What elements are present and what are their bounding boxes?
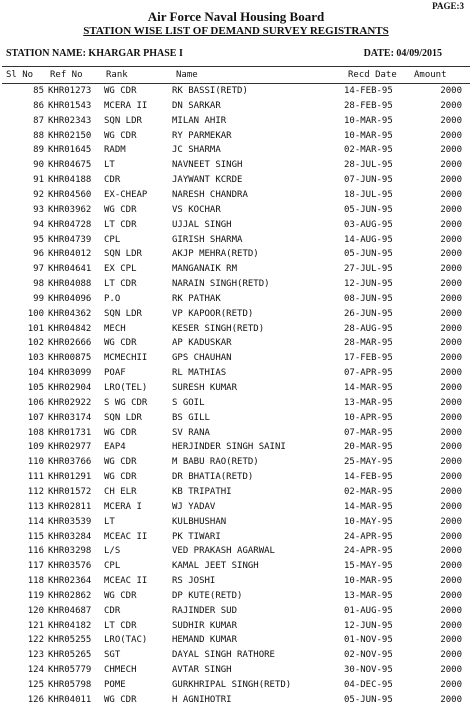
row-amount: 2000 (440, 86, 462, 96)
row-recd-date: 05-JUN-95 (344, 204, 393, 215)
row-ref-no: KHR02977 (48, 442, 92, 453)
row-ref-no: KHR01731 (48, 427, 92, 438)
row-name: NAVNEET SINGH (172, 160, 243, 171)
row-amount: 2000 (440, 279, 462, 290)
row-ref-no: KHR02343 (48, 115, 92, 126)
row-recd-date: 27-JUL-95 (344, 264, 393, 275)
row-sl-no: 124 (27, 665, 44, 676)
row-rank: MECH (104, 323, 126, 334)
row-rank: MCERA I (104, 501, 142, 512)
row-amount: 2000 (440, 680, 462, 690)
row-name: RL MATHIAS (172, 368, 227, 379)
row-name: PK TIWARI (172, 531, 221, 542)
row-name: SUDHIR KUMAR (172, 620, 238, 631)
row-name: AVTAR SINGH (172, 665, 232, 676)
row-ref-no: KHR01543 (48, 100, 92, 111)
row-recd-date: 14-MAR-95 (344, 501, 393, 512)
row-amount: 2000 (440, 486, 462, 497)
row-amount: 2000 (440, 635, 462, 646)
row-recd-date: 02-NOV-95 (344, 650, 393, 661)
row-recd-date: 26-JUN-95 (344, 308, 393, 319)
row-recd-date: 14-FEB-95 (344, 86, 393, 96)
document-subtitle: STATION WISE LIST OF DEMAND SURVEY REGISTRANTS (83, 25, 389, 37)
row-ref-no: KHR04675 (48, 160, 92, 171)
row-ref-no: KHR04739 (48, 234, 92, 245)
row-rank: WG CDR (104, 694, 137, 705)
row-name: HERJINDER SINGH SAINI (172, 442, 286, 453)
row-sl-no: 107 (27, 412, 44, 423)
row-sl-no: 92 (33, 189, 44, 200)
row-amount: 2000 (440, 576, 462, 587)
row-amount: 2000 (440, 338, 462, 349)
row-rank: CHMECH (104, 665, 137, 676)
row-name: KULBHUSHAN (172, 516, 227, 527)
row-recd-date: 10-MAR-95 (344, 115, 393, 126)
row-name: KESER SINGH(RETD) (172, 323, 265, 334)
row-amount: 2000 (440, 368, 462, 379)
row-recd-date: 01-AUG-95 (344, 605, 393, 616)
row-ref-no: KHR05779 (48, 665, 92, 676)
row-name: RAJINDER SUD (172, 605, 238, 616)
row-ref-no: KHR04842 (48, 323, 92, 334)
row-sl-no: 116 (27, 546, 44, 557)
row-amount: 2000 (440, 605, 462, 616)
row-recd-date: 10-MAR-95 (344, 576, 393, 587)
row-name: MANGANAIK RM (172, 264, 238, 275)
header-rule-top (2, 66, 470, 67)
row-recd-date: 28-MAR-95 (344, 338, 393, 349)
row-recd-date: 07-MAR-95 (344, 427, 393, 438)
row-amount: 2000 (440, 472, 462, 483)
row-sl-no: 95 (33, 234, 44, 245)
document-title: Air Force Naval Housing Board (147, 9, 325, 24)
row-amount: 2000 (440, 412, 462, 423)
row-name: RK BASSI(RETD) (172, 86, 248, 96)
row-rank: SQN LDR (104, 412, 142, 423)
row-name: JC SHARMA (172, 145, 221, 156)
row-name: DR BHATIA(RETD) (172, 472, 254, 483)
row-ref-no: KHR03962 (48, 204, 92, 215)
row-name: BS GILL (172, 412, 210, 423)
row-rank: RADM (104, 145, 126, 156)
row-recd-date: 25-MAY-95 (344, 457, 393, 468)
row-ref-no: KHR04096 (48, 293, 92, 304)
row-name: SV RANA (172, 427, 210, 438)
row-name: DAYAL SINGH RATHORE (172, 650, 275, 661)
row-ref-no: KHR02862 (48, 590, 92, 601)
row-recd-date: 03-AUG-95 (344, 219, 393, 230)
row-rank: SQN LDR (104, 249, 142, 260)
row-sl-no: 110 (27, 457, 44, 468)
row-recd-date: 13-MAR-95 (344, 397, 393, 408)
row-name: RY PARMEKAR (172, 130, 232, 141)
row-amount: 2000 (440, 264, 462, 275)
row-amount: 2000 (440, 546, 462, 557)
row-sl-no: 123 (27, 650, 44, 661)
row-sl-no: 91 (33, 175, 44, 186)
row-ref-no: KHR05265 (48, 650, 92, 661)
row-name: DP KUTE(RETD) (172, 590, 243, 601)
row-recd-date: 05-JUN-95 (344, 694, 393, 705)
row-sl-no: 109 (27, 442, 44, 453)
row-sl-no: 112 (27, 486, 44, 497)
row-rank: MCERA II (104, 100, 148, 111)
row-rank: WG CDR (104, 590, 137, 601)
row-ref-no: KHR00875 (48, 353, 92, 364)
row-ref-no: KHR04188 (48, 175, 92, 186)
row-ref-no: KHR04641 (48, 264, 92, 275)
row-recd-date: 10-APR-95 (344, 412, 393, 423)
row-ref-no: KHR03284 (48, 531, 92, 542)
row-sl-no: 102 (27, 338, 44, 349)
row-name: WJ YADAV (172, 501, 216, 512)
row-ref-no: KHR04088 (48, 279, 92, 290)
row-rank: CPL (104, 561, 121, 572)
row-recd-date: 05-JUN-95 (344, 249, 393, 260)
row-ref-no: KHR04728 (48, 219, 92, 230)
row-sl-no: 89 (33, 145, 44, 156)
row-recd-date: 30-NOV-95 (344, 665, 393, 676)
row-ref-no: KHR04182 (48, 620, 92, 631)
row-name: NARAIN SINGH(RETD) (172, 279, 270, 290)
column-header-name: Name (176, 70, 198, 80)
row-recd-date: 28-FEB-95 (344, 100, 393, 111)
row-recd-date: 12-JUN-95 (344, 620, 393, 631)
row-amount: 2000 (440, 249, 462, 260)
row-rank: WG CDR (104, 204, 137, 215)
row-ref-no: KHR02904 (48, 383, 92, 393)
row-recd-date: 12-JUN-95 (344, 279, 393, 290)
row-recd-date: 10-MAY-95 (344, 516, 393, 527)
row-sl-no: 111 (27, 472, 44, 483)
row-ref-no: KHR02666 (48, 338, 92, 349)
page-number: PAGE:3 (432, 1, 464, 11)
row-rank: LT CDR (104, 620, 137, 631)
row-recd-date: 18-JUL-95 (344, 189, 393, 200)
row-name: KB TRIPATHI (172, 486, 232, 497)
row-rank: WG CDR (104, 457, 137, 468)
row-rank: SQN LDR (104, 115, 142, 126)
row-recd-date: 01-NOV-95 (344, 635, 393, 646)
row-sl-no: 105 (27, 383, 44, 393)
row-sl-no: 114 (27, 516, 44, 527)
row-sl-no: 126 (27, 694, 44, 705)
row-sl-no: 85 (33, 86, 44, 96)
row-rank: CH ELR (104, 486, 137, 497)
row-rank: LT (104, 160, 115, 171)
row-sl-no: 118 (27, 576, 44, 587)
row-amount: 2000 (440, 397, 462, 408)
row-name: JAYWANT KCRDE (172, 175, 243, 186)
row-name: M BABU RAO(RETD) (172, 457, 259, 468)
row-sl-no: 87 (33, 115, 44, 126)
row-amount: 2000 (440, 516, 462, 527)
row-ref-no: KHR02364 (48, 576, 92, 587)
row-ref-no: KHR03576 (48, 561, 92, 572)
row-sl-no: 88 (33, 130, 44, 141)
row-amount: 2000 (440, 130, 462, 141)
row-rank: WG CDR (104, 338, 137, 349)
row-recd-date: 02-MAR-95 (344, 145, 393, 156)
station-name: STATION NAME: KHARGAR PHASE I (6, 48, 183, 59)
row-sl-no: 96 (33, 249, 44, 260)
row-ref-no: KHR04012 (48, 249, 92, 260)
row-name: DN SARKAR (172, 100, 221, 111)
row-recd-date: 13-MAR-95 (344, 590, 393, 601)
row-amount: 2000 (440, 145, 462, 156)
row-amount: 2000 (440, 665, 462, 676)
row-name: RK PATHAK (172, 293, 221, 304)
row-name: VS KOCHAR (172, 204, 221, 215)
row-amount: 2000 (440, 160, 462, 171)
row-name: S GOIL (172, 397, 205, 408)
row-sl-no: 121 (27, 620, 44, 631)
row-ref-no: KHR04687 (48, 605, 92, 616)
column-header-recd-date: Recd Date (348, 70, 397, 80)
row-name: MILAN AHIR (172, 115, 227, 126)
row-amount: 2000 (440, 590, 462, 601)
row-sl-no: 115 (27, 531, 44, 542)
row-recd-date: 17-FEB-95 (344, 353, 393, 364)
column-header-rank: Rank (106, 70, 128, 80)
row-sl-no: 90 (33, 160, 44, 171)
row-sl-no: 97 (33, 264, 44, 275)
row-recd-date: 08-JUN-95 (344, 293, 393, 304)
row-amount: 2000 (440, 457, 462, 468)
row-name: VP KAPOOR(RETD) (172, 308, 254, 319)
row-sl-no: 119 (27, 590, 44, 601)
row-amount: 2000 (440, 694, 462, 705)
row-rank: LRO(TEL) (104, 383, 148, 393)
row-rank: MCEAC II (104, 531, 148, 542)
row-ref-no: KHR01572 (48, 486, 92, 497)
row-sl-no: 94 (33, 219, 44, 230)
row-ref-no: KHR05798 (48, 680, 92, 690)
row-rank: CDR (104, 175, 121, 186)
row-sl-no: 120 (27, 605, 44, 616)
row-sl-no: 98 (33, 279, 44, 290)
column-header-ref-no: Ref No (50, 70, 83, 80)
row-ref-no: KHR05255 (48, 635, 92, 646)
report-date: DATE: 04/09/2015 (363, 48, 442, 59)
row-sl-no: 101 (27, 323, 44, 334)
row-name: HEMAND KUMAR (172, 635, 238, 646)
row-amount: 2000 (440, 383, 462, 393)
row-recd-date: 14-AUG-95 (344, 234, 393, 245)
row-amount: 2000 (440, 561, 462, 572)
row-sl-no: 99 (33, 293, 44, 304)
row-amount: 2000 (440, 189, 462, 200)
row-rank: WG CDR (104, 86, 137, 96)
row-amount: 2000 (440, 308, 462, 319)
row-rank: WG CDR (104, 472, 137, 483)
row-recd-date: 24-APR-95 (344, 531, 393, 542)
row-rank: EAP4 (104, 442, 126, 453)
row-rank: LT CDR (104, 279, 137, 290)
row-sl-no: 100 (27, 308, 44, 319)
row-sl-no: 108 (27, 427, 44, 438)
row-sl-no: 125 (27, 680, 44, 690)
row-ref-no: KHR03099 (48, 368, 92, 379)
row-amount: 2000 (440, 323, 462, 334)
row-amount: 2000 (440, 620, 462, 631)
row-name: GIRISH SHARMA (172, 234, 243, 245)
row-sl-no: 113 (27, 501, 44, 512)
row-rank: EX CPL (104, 264, 137, 275)
row-rank: WG CDR (104, 130, 137, 141)
row-recd-date: 04-DEC-95 (344, 680, 393, 690)
row-rank: L/S (104, 546, 121, 557)
row-sl-no: 93 (33, 204, 44, 215)
row-rank: S WG CDR (104, 397, 148, 408)
row-ref-no: KHR04362 (48, 308, 92, 319)
row-amount: 2000 (440, 100, 462, 111)
row-amount: 2000 (440, 204, 462, 215)
row-rank: P.O (104, 293, 121, 304)
row-name: KAMAL JEET SINGH (172, 561, 259, 572)
row-ref-no: KHR03174 (48, 412, 92, 423)
row-name: RS JOSHI (172, 576, 216, 587)
row-ref-no: KHR04560 (48, 189, 92, 200)
row-name: GPS CHAUHAN (172, 353, 232, 364)
row-name: GURKHRIPAL SINGH(RETD) (172, 680, 292, 690)
row-recd-date: 28-AUG-95 (344, 323, 393, 334)
row-rank: CDR (104, 605, 121, 616)
row-ref-no: KHR03766 (48, 457, 92, 468)
row-recd-date: 15-MAY-95 (344, 561, 393, 572)
row-amount: 2000 (440, 427, 462, 438)
row-recd-date: 07-JUN-95 (344, 175, 393, 186)
row-rank: SGT (104, 650, 121, 661)
row-ref-no: KHR01291 (48, 472, 92, 483)
row-rank: LT (104, 516, 115, 527)
row-name: VED PRAKASH AGARWAL (172, 546, 275, 557)
row-recd-date: 14-MAR-95 (344, 383, 393, 393)
row-recd-date: 02-MAR-95 (344, 486, 393, 497)
row-recd-date: 24-APR-95 (344, 546, 393, 557)
column-header-amount: Amount (414, 70, 447, 80)
row-rank: LRO(TAC) (104, 635, 148, 646)
row-rank: MCEAC II (104, 576, 148, 587)
row-recd-date: 28-JUL-95 (344, 160, 393, 171)
row-rank: CPL (104, 234, 121, 245)
row-rank: WG CDR (104, 427, 137, 438)
row-rank: LT CDR (104, 219, 137, 230)
row-rank: MCMECHII (104, 353, 148, 364)
row-rank: EX-CHEAP (104, 189, 148, 200)
row-sl-no: 104 (27, 368, 44, 379)
table-row (0, 693, 472, 712)
row-rank: POME (104, 680, 126, 690)
row-name: AP KADUSKAR (172, 338, 232, 349)
row-ref-no: KHR03298 (48, 546, 92, 557)
row-amount: 2000 (440, 531, 462, 542)
row-recd-date: 07-APR-95 (344, 368, 393, 379)
row-ref-no: KHR01273 (48, 86, 92, 96)
row-ref-no: KHR01645 (48, 145, 92, 156)
row-sl-no: 106 (27, 397, 44, 408)
row-name: SURESH KUMAR (172, 383, 238, 393)
row-amount: 2000 (440, 234, 462, 245)
row-name: AKJP MEHRA(RETD) (172, 249, 259, 260)
row-ref-no: KHR02150 (48, 130, 92, 141)
row-ref-no: KHR02811 (48, 501, 92, 512)
row-ref-no: KHR02922 (48, 397, 92, 408)
row-sl-no: 86 (33, 100, 44, 111)
row-amount: 2000 (440, 293, 462, 304)
row-amount: 2000 (440, 501, 462, 512)
row-name: UJJAL SINGH (172, 219, 232, 230)
column-header-sl-no: Sl No (6, 70, 34, 80)
row-recd-date: 20-MAR-95 (344, 442, 393, 453)
row-amount: 2000 (440, 353, 462, 364)
row-recd-date: 10-MAR-95 (344, 130, 393, 141)
row-name: NARESH CHANDRA (172, 189, 248, 200)
row-sl-no: 103 (27, 353, 44, 364)
row-amount: 2000 (440, 219, 462, 230)
row-name: H AGNIHOTRI (172, 694, 232, 705)
row-amount: 2000 (440, 175, 462, 186)
row-recd-date: 14-FEB-95 (344, 472, 393, 483)
row-sl-no: 117 (27, 561, 44, 572)
row-ref-no: KHR03539 (48, 516, 92, 527)
row-ref-no: KHR04011 (48, 694, 92, 705)
row-amount: 2000 (440, 650, 462, 661)
row-sl-no: 122 (27, 635, 44, 646)
row-amount: 2000 (440, 115, 462, 126)
row-rank: SQN LDR (104, 308, 142, 319)
row-amount: 2000 (440, 442, 462, 453)
row-rank: POAF (104, 368, 126, 379)
